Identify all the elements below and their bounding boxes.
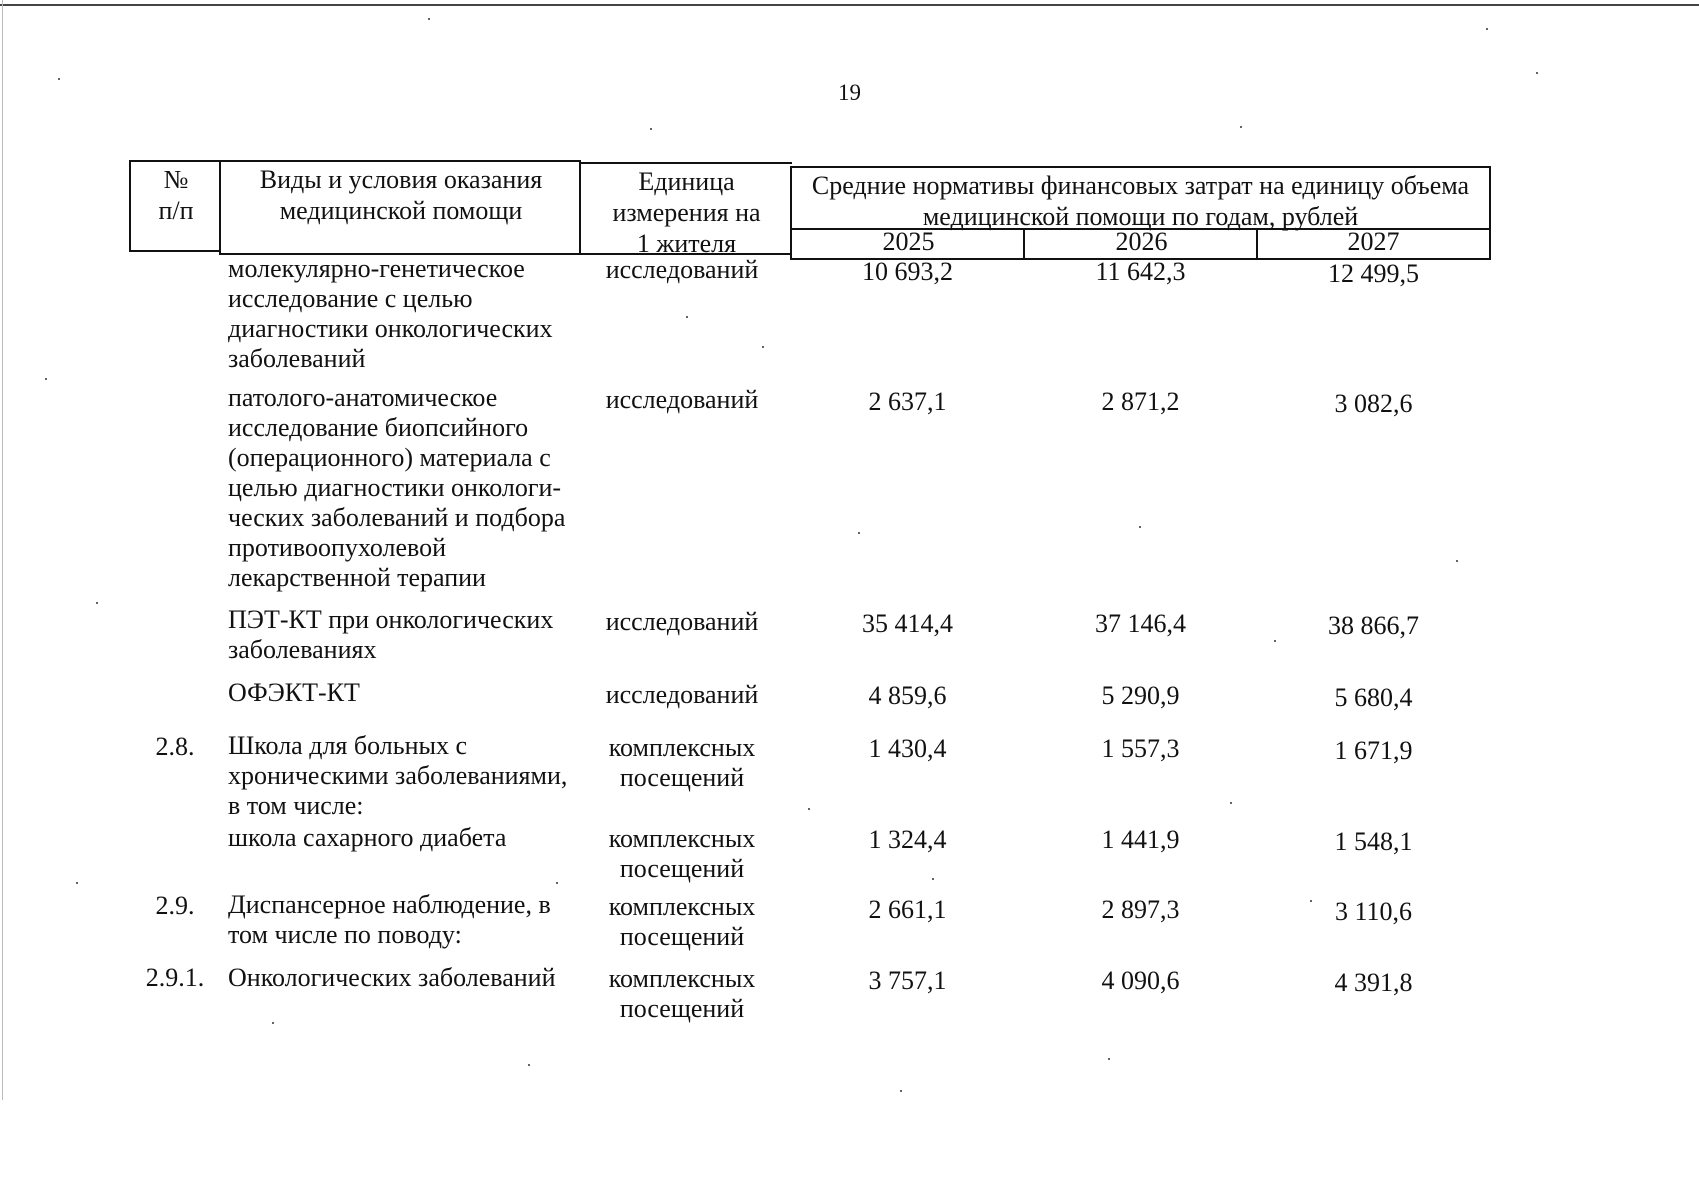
- row-name: Диспансерное наблюдение, в том числе по поводу:: [228, 890, 551, 949]
- header-cell-types: [219, 160, 581, 255]
- row-value-2027: 38 866,7: [1328, 611, 1419, 640]
- row-value-2025: 1 430,4: [868, 734, 947, 763]
- header-cell-number: [129, 160, 221, 252]
- row-value-2025: 3 757,1: [868, 966, 947, 995]
- row-value-2027: 1 548,1: [1334, 827, 1413, 856]
- row-value-2027: 3 082,6: [1334, 389, 1413, 418]
- row-name: ПЭТ-КТ при онкологических заболеваниях: [228, 605, 554, 664]
- row-name: Онкологических заболеваний: [228, 963, 556, 992]
- row-unit: исследований: [605, 255, 759, 284]
- row-value-2026: 1 557,3: [1101, 734, 1180, 763]
- row-value-2025: 1 324,4: [868, 825, 947, 854]
- row-unit: комплексных посещений: [608, 733, 756, 792]
- row-unit: комплексных посещений: [608, 964, 756, 1023]
- row-value-2027: 3 110,6: [1334, 897, 1413, 926]
- header-norms-label: Средние нормативы финансовых затрат на единицу объема медицинской помощи по годам, рублей: [811, 171, 1470, 231]
- row-unit: исследований: [605, 385, 759, 414]
- page-number: 19: [838, 80, 861, 105]
- row-value-2027: 4 391,8: [1334, 968, 1413, 997]
- row-name: школа сахарного диабета: [228, 823, 507, 852]
- row-value-2026: 11 642,3: [1095, 257, 1186, 286]
- row-value-2027: 12 499,5: [1328, 259, 1419, 288]
- page-top-edge: [0, 4, 1699, 6]
- row-name: ОФЭКТ-КТ: [228, 678, 360, 707]
- header-number-label: № п/п: [158, 165, 194, 225]
- row-value-2026: 37 146,4: [1095, 609, 1186, 638]
- page-left-edge: [2, 0, 3, 1100]
- row-name: Школа для больных с хроническими заболеваниями, в том числе:: [228, 731, 568, 820]
- row-value-2025: 10 693,2: [862, 257, 953, 286]
- row-number: 2.9.1.: [145, 963, 205, 992]
- row-value-2025: 2 661,1: [868, 895, 947, 924]
- row-name: патолого-анатомическое исследование биопсийного (операционного) материала с целью диагностики онкологи-ческих заболеваний и подбора противоопухолевой лекарственной терапии: [228, 383, 566, 592]
- row-value-2025: 35 414,4: [862, 609, 953, 638]
- header-year-2027: 2027: [1256, 228, 1491, 260]
- header-year-2025: 2025: [790, 228, 1025, 260]
- row-name: молекулярно-генетическое исследование с целью диагностики онкологических заболеваний: [228, 254, 553, 373]
- header-types-label: Виды и условия оказания медицинской помощи: [259, 165, 543, 225]
- row-value-2026: 5 290,9: [1101, 681, 1180, 710]
- row-number: 2.9.: [155, 891, 195, 920]
- row-unit: исследований: [605, 680, 759, 709]
- row-value-2026: 2 871,2: [1101, 387, 1180, 416]
- row-number: 2.8.: [155, 732, 195, 761]
- header-cell-norms: [790, 166, 1491, 230]
- row-unit: комплексных посещений: [608, 824, 756, 883]
- row-unit: комплексных посещений: [608, 892, 756, 951]
- row-value-2026: 4 090,6: [1101, 966, 1180, 995]
- row-value-2026: 1 441,9: [1101, 825, 1180, 854]
- row-value-2026: 2 897,3: [1101, 895, 1180, 924]
- header-year-2026: 2026: [1023, 228, 1258, 260]
- row-value-2027: 1 671,9: [1334, 736, 1413, 765]
- row-value-2027: 5 680,4: [1334, 683, 1413, 712]
- row-unit: исследований: [605, 607, 759, 636]
- header-unit-label: Единица измерения на 1 жителя: [612, 167, 761, 258]
- row-value-2025: 4 859,6: [868, 681, 947, 710]
- header-cell-unit: [579, 162, 792, 258]
- row-value-2025: 2 637,1: [868, 387, 947, 416]
